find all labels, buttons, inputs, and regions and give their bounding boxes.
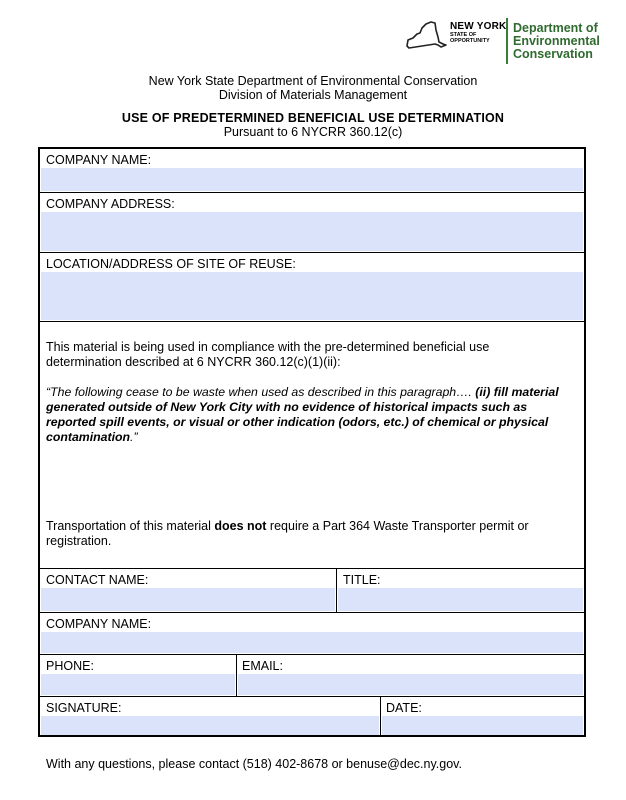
company-name-2-field[interactable] [41,632,583,653]
ny-wordmark [450,22,506,44]
transport-line1 [46,519,529,534]
company-address-label: COMPANY ADDRESS: [46,197,175,211]
phone-email-row [40,655,584,697]
dept-line3: Conservation [513,47,593,61]
form-title: USE OF PREDETERMINED BENEFICIAL USE DETERMINATION [121,111,505,125]
quote-end: .” [130,430,138,444]
quote-line3: reported spill events, or visual or other indication (odors, etc.) of chemical or physical [46,415,549,429]
company-name-field[interactable] [41,168,583,191]
title-label: TITLE: [343,573,381,587]
statement-line1: This material is being used in compliance with the pre-determined beneficial use [46,340,490,354]
logo-divider [506,18,508,64]
new-york-state-outline-icon [405,20,447,50]
ny-line1: NEW YORK [450,21,507,32]
contact-name-field[interactable] [41,588,335,611]
signature-date-row [40,697,584,735]
ny-line2: STATE OF [450,32,477,38]
regulation-quote [46,385,576,445]
transport-line2: registration. [46,534,112,548]
dept-line1: Department of [513,21,598,35]
phone-label: PHONE: [46,659,94,673]
company-name-row [40,149,584,193]
quote-intro: “The following cease to be waste when used as described in this paragraph…. [46,385,472,399]
email-field[interactable] [238,674,583,695]
title-field[interactable] [338,588,583,611]
form-subtitle: Pursuant to 6 NYCRR 360.12(c) [223,125,403,139]
date-field[interactable] [382,716,583,735]
signature-label: SIGNATURE: [46,701,122,715]
site-address-label: LOCATION/ADDRESS OF SITE OF REUSE: [46,257,296,271]
statement-line2: determination described at 6 NYCRR 360.12(c)(1)(ii): [46,355,341,369]
phone-field[interactable] [41,674,235,695]
company-name-2-label: COMPANY NAME: [46,617,152,631]
signature-field[interactable] [41,716,379,735]
contact-footer: With any questions, please contact (518) 402-8678 or benuse@dec.ny.gov. [46,757,462,771]
company-name-2-row [40,613,584,655]
contact-divider [336,569,337,612]
site-address-field[interactable] [41,272,583,320]
company-address-row [40,193,584,253]
agency-name: New York State Department of Environmental Conservation [148,74,478,88]
date-label: DATE: [386,701,422,715]
division-name: Division of Materials Management [218,88,408,102]
transport-bold: does not [214,519,267,533]
quote-line4: contamination [46,430,131,444]
transport-pre: Transportation of this material [46,519,215,533]
signature-divider [380,697,381,735]
quote-bold-1: (ii) fill material [471,385,559,399]
dept-line2: Environmental [513,34,600,48]
quote-line2: generated outside of New York City with no evidence of historical impacts such as [46,400,528,414]
company-address-field[interactable] [41,212,583,251]
contact-row [40,569,584,613]
contact-name-label: CONTACT NAME: [46,573,149,587]
compliance-statement [40,322,584,569]
transport-post: require a Part 364 Waste Transporter permit or [266,519,529,533]
email-label: EMAIL: [242,659,283,673]
company-name-label: COMPANY NAME: [46,153,152,167]
form-table [38,147,586,737]
ny-line3: OPPORTUNITY [450,38,490,44]
dept-wordmark [513,22,600,61]
nys-dec-logo [405,16,605,68]
site-address-row [40,253,584,322]
phone-divider [236,655,237,696]
